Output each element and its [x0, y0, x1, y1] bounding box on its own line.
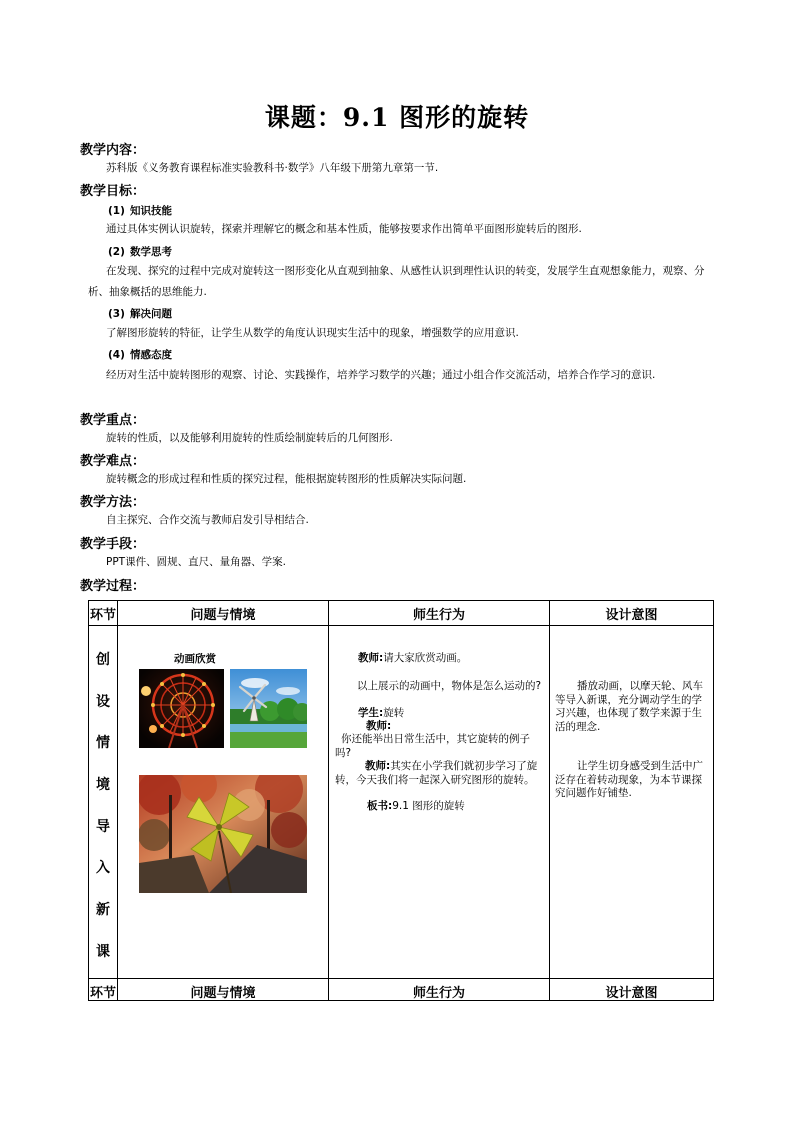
- stage-char: 新: [96, 902, 110, 919]
- stage-char: 导: [96, 818, 110, 835]
- footer-header-stage: 环节: [89, 986, 116, 1001]
- stage-char: 设: [96, 693, 110, 710]
- teacher-text: 其实在小学我们就初步学习了旋转，今天我们将一起深入研究图形的旋转。: [335, 760, 538, 786]
- board-label: 板书:: [367, 800, 393, 812]
- stage-char: 情: [96, 735, 110, 752]
- goal-3-label: [108, 306, 172, 321]
- goal-3-text: 了解图形旋转的特征，让学生从数学的角度认识现实生活中的现象，增强数学的应用意识.: [106, 327, 519, 339]
- student-label: 学生:: [358, 707, 384, 719]
- tools-heading: 教学手段：: [80, 537, 146, 552]
- question-text: 以上展示的动画中，物体是怎么运动的?: [357, 680, 542, 692]
- goal-4-title: 情感态度: [130, 349, 172, 361]
- stage-char: 创: [96, 652, 110, 668]
- process-heading: 教学过程：: [80, 579, 146, 594]
- goal-4-text: 经历对生活中旋转图形的观察、讨论、实践操作，培养学习数学的兴趣；通过小组合作交流活动，培养合作学习的意识.: [106, 369, 656, 381]
- teacher-line-2-text: 你还能举出日常生活中，其它旋转的例子吗?: [335, 733, 530, 759]
- stage-char: 课: [96, 943, 110, 960]
- table-rule: [88, 625, 714, 626]
- key-text: 旋转的性质，以及能够利用旋转的性质绘制旋转后的几何图形.: [106, 432, 393, 444]
- lesson-title: 课题：9.1 图形的旋转: [264, 103, 530, 132]
- header-behavior: 师生行为: [412, 608, 465, 623]
- goal-1-text: 通过具体实例认识旋转，探索并理解它的概念和基本性质，能够按要求作出简单平面图形旋转后的图形.: [106, 223, 582, 235]
- header-problem: 问题与情境: [190, 608, 256, 623]
- ferris-wheel-image: [139, 669, 224, 748]
- stage-char: 境: [96, 777, 110, 794]
- animation-label: 动画欣赏: [174, 653, 216, 665]
- goal-1-num: (1): [108, 205, 125, 217]
- teacher-line-1: [358, 652, 568, 666]
- goal-2-text: 在发现、探究的过程中完成对旋转这一图形变化从直观到抽象、从感性认识到理性认识的转变，发展学生直观想象能力，观察、分析、抽象概括的思维能力.: [88, 265, 705, 298]
- difficulty-text: 旋转概念的形成过程和性质的探究过程，能根据旋转图形的性质解决实际问题.: [106, 473, 467, 485]
- footer-header-behavior: 师生行为: [412, 986, 465, 1001]
- teacher-label: 教师:: [366, 720, 392, 732]
- goal-1-title: 知识技能: [130, 205, 172, 217]
- goal-3-num: (3): [108, 308, 125, 320]
- board-line: [367, 800, 577, 814]
- teacher-line-3: [335, 760, 545, 787]
- board-text: 9.1 图形的旋转: [392, 800, 465, 812]
- stage-label: [88, 640, 118, 974]
- goal-4-num: (4): [108, 349, 125, 361]
- goal-3-title: 解决问题: [130, 308, 172, 320]
- pinwheel-image: [139, 775, 307, 893]
- teacher-label: 教师:: [358, 652, 384, 664]
- tools-text: PPT课件、圆规、直尺、量角器、学案.: [106, 556, 286, 568]
- teacher-label: 教师:: [365, 760, 391, 772]
- header-stage: 环节: [89, 608, 116, 623]
- goal-2-title: 数学思考: [130, 246, 172, 258]
- goals-heading: 教学目标：: [80, 184, 146, 199]
- header-intent: 设计意图: [605, 608, 658, 623]
- content-text: 苏科版《义务教育课程标准实验教科书·数学》八年级下册第九章第一节.: [106, 162, 439, 174]
- goal-2-num: (2): [108, 246, 125, 258]
- method-heading: 教学方法：: [80, 495, 146, 510]
- key-heading: 教学重点：: [80, 413, 146, 428]
- content-heading: 教学内容：: [80, 143, 146, 158]
- footer-header-problem: 问题与情境: [190, 986, 256, 1001]
- student-line: [358, 707, 568, 721]
- table-rule: [88, 978, 714, 979]
- difficulty-heading: 教学难点：: [80, 454, 146, 469]
- method-text: 自主探究、合作交流与教师启发引导相结合.: [106, 514, 309, 526]
- windmill-image: [230, 669, 307, 748]
- goal-2-label: [108, 244, 172, 259]
- student-text: 旋转: [383, 707, 405, 719]
- intent-text-1: 播放动画，以摩天轮、风车等导入新课，充分调动学生的学习兴趣，也体现了数学来源于生活的理念.: [555, 680, 703, 733]
- intent-text-2: 让学生切身感受到生活中广泛存在着转动现象，为本节课探究问题作好铺垫.: [555, 760, 703, 799]
- goal-4-label: [108, 347, 172, 362]
- teacher-text: 请大家欣赏动画。: [383, 652, 468, 664]
- table-rule: [713, 600, 714, 1001]
- teacher-line-2-label: [366, 720, 576, 734]
- table-rule: [88, 600, 714, 601]
- lesson-process-table: [88, 600, 714, 1001]
- footer-header-intent: 设计意图: [605, 986, 658, 1001]
- goal-1-label: [108, 203, 172, 218]
- stage-char: 入: [96, 860, 110, 877]
- table-rule: [328, 600, 329, 1001]
